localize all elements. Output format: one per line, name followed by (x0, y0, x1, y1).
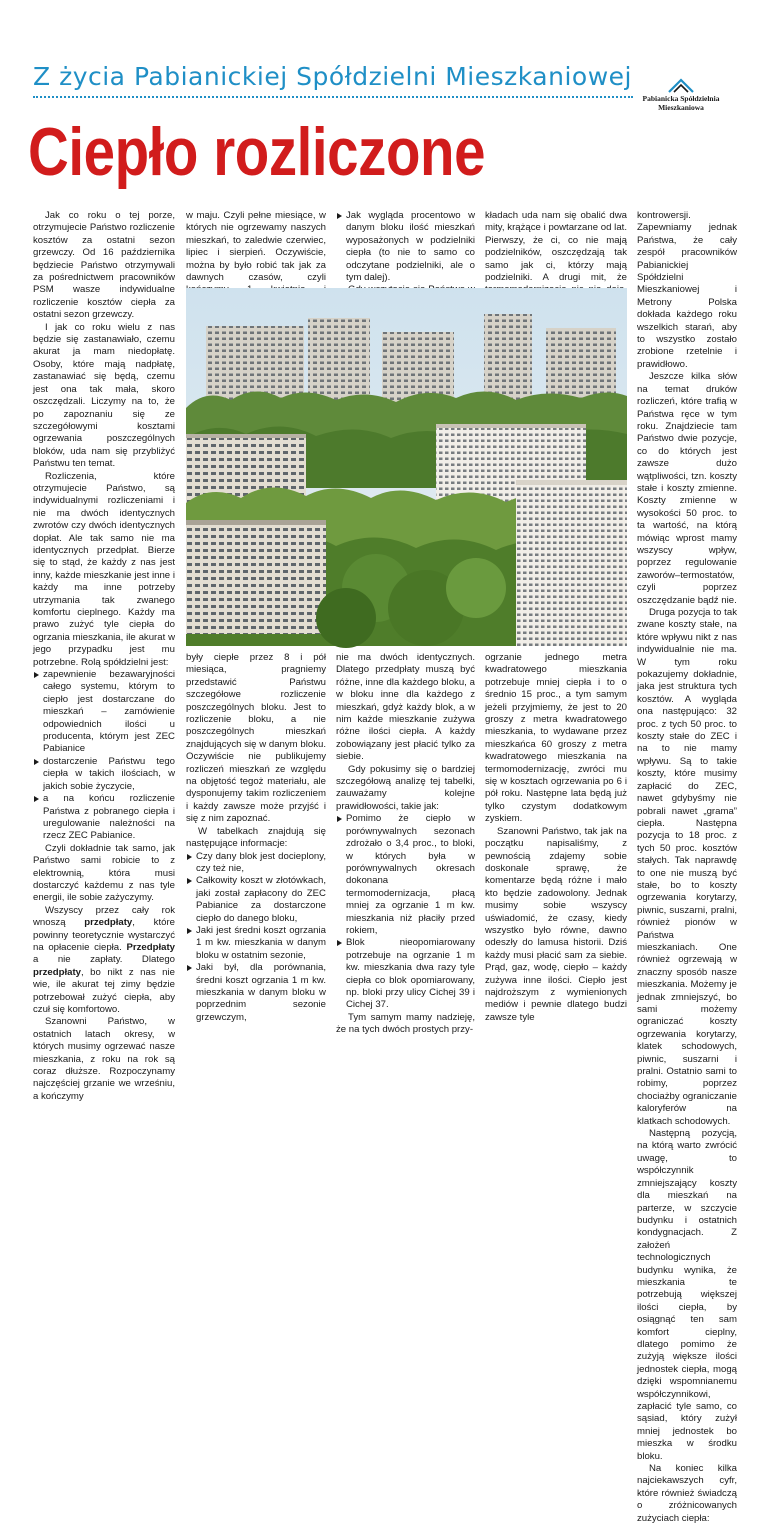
paragraph: były ciepłe przez 8 i pół miesiąca, pragniemy przedstawić Państwu szczegółowe rozliczenie poszczególnych bloku. Jest to rozliczenie bloku, a nie poszczególnych mieszkań znajdujących się w danym bloku. Oczywiście nie publikujemy rozliczeń mieszkań ze względu na objętość tegoż materiału, ale dysponujemy takim rozliczeniem i każdy zawsze może przyjść i się z nim zapoznać. (186, 652, 326, 825)
article-column-5 (637, 210, 737, 1524)
list-item: Jaki jest średni koszt ogrzania 1 m kw. mieszkania w danym bloku w ostatnim sezonie, (186, 925, 326, 962)
paragraph: Jak co roku o tej porze, otrzymujecie Państwo rozliczenie kosztów za ostatni sezon grzewczy. Od 16 października będziecie Państwo otrzymywali za pośrednictwem pracowników PSM wasze indywidualne rozliczenie kosztów ciepła za ostatni sezon grzewczy. (33, 210, 175, 321)
logo-mark-icon (668, 78, 694, 94)
bold-term: Przedpłaty (126, 941, 175, 953)
bold-term: przedpłaty (33, 966, 81, 978)
logo-text-line2: Mieszkaniowa (658, 103, 704, 112)
paragraph: I jak co roku wielu z nas będzie się zastanawiało, czemu akurat ja mam niedopłatę. Osoby, które mają nadpłatę, zastanawiać się będą, czemu jest ona tak mała, skoro oszczędzali. Liczymy na to, że po zapoznaniu się ze szczegółowymi kosztami ogrzewania poszczególnych bloków, uda nam się przybliżyć Państwu ten temat. (33, 321, 175, 470)
article-headline: Ciepło rozliczone (28, 114, 486, 190)
list-item: zapewnienie bezawaryjności całego systemu, którym to ciepło jest dostarczane do mieszkań – zamówienie odpowiednich ilości u producenta, którym jest ZEC Pabianice (33, 669, 175, 756)
paragraph: W tabelkach znajdują się następujące informacje: (186, 825, 326, 850)
paragraph: Szanowni Państwo, tak jak na początku napisaliśmy, z pewnością zdajemy sobie doskonale sprawę, że komentarze będą różne i mało kto będzie zadowolony. Jednak musimy sobie wszyscy uświadomić, że czasy, kiedy wszystko było równe, dawno odeszły do lamusa historii. Dziś każdy musi płacić sam za siebie. Prąd, gaz, wodę, ciepło – każdy zużywa inne ilości. Ciepło jest najdroższym z wymienionych mediów i pewnie dlatego budzi zawsze tyle (485, 825, 627, 1023)
bullet-list (186, 851, 326, 1025)
list-item: Blok nieopomiarowany potrzebuje na ogrzanie 1 m kw. mieszkania dwa razy tyle ciepła co blok opomiarowany, np. bloki przy ulicy Cichej 39 i Cichej 37. (336, 937, 475, 1011)
paragraph: Wszyscy przez cały rok wnoszą przedpłaty, które powinny teoretycznie wystarczyć na opłacenie ciepła. Przedpłaty a nie zapłaty. Dlatego przedpłaty, bo nikt z nas nie wie, ile akurat tej zimy będzie potrzebował zużyć ciepła, aby czuł się komfortowo. (33, 904, 175, 1015)
list-item: dostarczenie Państwu tego ciepła w takich ilościach, w jakich sobie życzycie, (33, 756, 175, 793)
article-column-3-top (336, 210, 475, 286)
block-distant (382, 332, 454, 402)
housing-estate-photo (186, 288, 627, 646)
list-item: Jaki był, dla porównania, średni koszt ogrzania 1 m kw. mieszkania w danym bloku w poprzednim sezonie grzewczym, (186, 962, 326, 1024)
paragraph: Tym samym mamy nadzieję, że na tych dwóch prostych przy- (336, 1011, 475, 1036)
cooperative-logo (628, 78, 734, 118)
paragraph: Następną pozycją, na którą warto zwrócić uwagę, to współczynnik zmniejszający koszty dla mieszkań na parterze, w szczycie budynku i ostatnich kondygnacjach. Z założeń technologicznych budynku wynika, że mieszkania te potrzebują większej ilości ciepła, by osiągnąć ten sam komfort cieplny, dlatego pomimo że zużyją większe ilości jednostek ciepła, mogą dzięki wspomnianemu współczynnikowi, zapłacić tyle samo, co sąsiad, który zużył mniej jednostek bo mieszka w środku bloku. (637, 1128, 737, 1462)
list-item: Całkowity koszt w złotówkach, jaki został zapłacony do ZEC Pabianice za dostarczone ciepło do danego bloku, (186, 875, 326, 925)
article-column-4-bottom (485, 652, 627, 1023)
block-foreground-left (186, 524, 326, 634)
bullet-list (33, 669, 175, 843)
paragraph: Gdy pokusimy się o bardziej szczegółową analizę tej tabelki, zauważamy kolejne prawidłowości, takie jak: (336, 763, 475, 812)
paragraph: kładach uda nam się obalić dwa mity, krążące i powtarzane od lat. Pierwszy, że ci, co nie mają podzielników, oszczędzają tak samo jak ci, którzy mają podzielniki. A drugi mit, że (485, 210, 627, 284)
article-column-3-bottom (336, 652, 475, 1036)
page-header (0, 0, 768, 110)
housing-estate-illustration (186, 288, 627, 646)
section-supertitle: Z życia Pabianickiej Spółdzielni Mieszkaniowej (33, 62, 632, 91)
logo-text-line1: Pabianicka Spółdzielnia (642, 94, 720, 103)
list-item: Jak wygląda procentowo w danym bloku ilość mieszkań wyposażonych w podzielniki ciepła (to nie to samo co odczytane podzielniki, ale o tym dalej). (336, 210, 475, 284)
article-column-2-bottom (186, 652, 326, 1023)
list-item: Pomimo że ciepło w porównywalnych sezonach zdrożało o 3,4 proc., to bloki, w których była w porównywalnych okresach dokonana termomodernizacja, płacą mniej za ogrzanie 1 m kw. mieszkania niż płaciły przed rokiem, (336, 813, 475, 937)
paragraph: Szanowni Państwo, w ostatnich latach okresy, w których musimy ogrzewać nasze mieszkania, z roku na rok są coraz dłuższe. Rozpoczynamy najczęściej grzanie we wrześniu, a kończymy (33, 1016, 175, 1102)
paragraph: kontrowersji. Zapewniamy jednak Państwa, że cały zespół pracowników Pabianickiej Spółdzielni Mieszkaniowej i Metrony Polska dokłada każdego roku wszelkich starań, aby to wszystko zostało zrobione rzetelnie i prawidłowo. (637, 210, 737, 370)
article-column-4-top (485, 210, 627, 286)
paragraph: Jeszcze kilka słów na temat druków rozliczeń, które trafią w Państwa ręce w tym roku. Znajdziecie tam Państwo dwie pozycje, co do których jest zawsze dużo wątpliwości, tzn. koszty stałe i koszty zmienne. Koszty zmienne w wysokości 50 proc. to ta wartość, na którą mówiąc wprost mamy wszyscy wpływ, poprzez regulowanie zaworów–termostatów, czyli poprzez oszczędzanie bądź nie. (637, 371, 737, 606)
bullet-list (336, 210, 475, 284)
paragraph: Czyli dokładnie tak samo, jak Państwo sami robicie to z elektrownią, która musi dostarczyć każdemu z nas tyle energii, ile sobie zażyczymy. (33, 842, 175, 904)
paragraph: Rozliczenia, które otrzymujecie Państwo, są indywidualnymi rozliczeniami i nie ma dwóch identycznych zwrotów czy dwóch identycznych dopłat. Ale tak samo nie ma identycznych przedpłat. Bierze się to stąd, że każdy z nas jest inny, każde mieszkanie jest inne i każdy ma inne potrzeby utrzymania tak zwanego komfortu cieplnego. Każdy ma prawo zużyć tyle ciepła do ogrzania mieszkania, ile akurat w jego przypadku jest mu potrzebne. Rolą spółdzielni jest: (33, 470, 175, 668)
article-column-2-top (186, 210, 326, 286)
paragraph: nie ma dwóch identycznych. Dlatego przedpłaty muszą być różne, inne dla każdego bloku, a w bloku inne dla każdego z mieszkań, gdyż każdy blok, a w nim każde mieszkanie zużywa różne ilości ciepła. A każdy zobowiązany jest płacić tylko za siebie. (336, 652, 475, 763)
bold-term: przedpłaty (84, 917, 133, 929)
bullet-list (336, 813, 475, 1012)
block-foreground-right (516, 484, 627, 646)
list-item: Czy dany blok jest docieplony, czy też nie, (186, 851, 326, 876)
paragraph: Na koniec kilka najciekawszych cyfr, które również świadczą o zróżnicowanych zużyciach ciepła: (637, 1463, 737, 1524)
list-item: a na końcu rozliczenie Państwa z pobranego ciepła i uregulowanie należności na rzecz ZEC Pabianice. (33, 793, 175, 843)
paragraph: Druga pozycja to tak zwane koszty stałe, na które wpływu nikt z nas indywidualnie nie ma. W tym roku pokazujemy dokładnie, jaka jest struktura tych kosztów. A wygląda ona następująco: 32 proc. z tych 50 proc. to koszty stałe do ZEC i na to nie mamy wpływu. Są to takie koszty, które musimy zapłacić do ZEC, nawet gdybyśmy nie pobrali nawet „grama” ciepła. Następna pozycja to 18 proc. z tych 50 proc. kosztów stałych. Tak naprawdę to one nie muszą być stałe, bo to koszty ogrzewania korytarzy, piwnic, suszarni, pralni, również pionów w Państwa mieszkaniach. One również ogrzewają w znaczny sposób nasze mieszkania. Możemy je jednak zmniejszyć, bo sami możemy ograniczać koszty ogrzewania korytarzy, klatek schodowych, piwnic, suszarni i pralni. Ostatnio sami to robimy, poprzez chociażby ograniczanie kaloryferów na klatkach schodowych. (637, 607, 737, 1127)
header-dotted-rule (33, 96, 633, 98)
paragraph: ogrzanie jednego metra kwadratowego mieszkania potrzebuje mniej ciepła i to o średnio 15 proc., a tym samym jeżeli przyjmiemy, że jest to 20 groszy z metra kwadratowego mieszkania, to wydawane przez mieszkańca 60 groszy z metra kwadratowego mieszkania na termomodernizację, zwróci mu się w kosztach ogrzewania po 6 i pół roku. Następne lata będą już tylko czystym dodatkowym zyskiem. (485, 652, 627, 825)
paragraph: w maju. Czyli pełne miesiące, w których nie ogrzewamy naszych mieszkań, to zaledwie czerwiec, lipiec i sierpień. Oczywiście, można by było robić tak jak za dawnych czasów, czyli (186, 210, 326, 284)
article-column-1 (33, 210, 175, 1102)
